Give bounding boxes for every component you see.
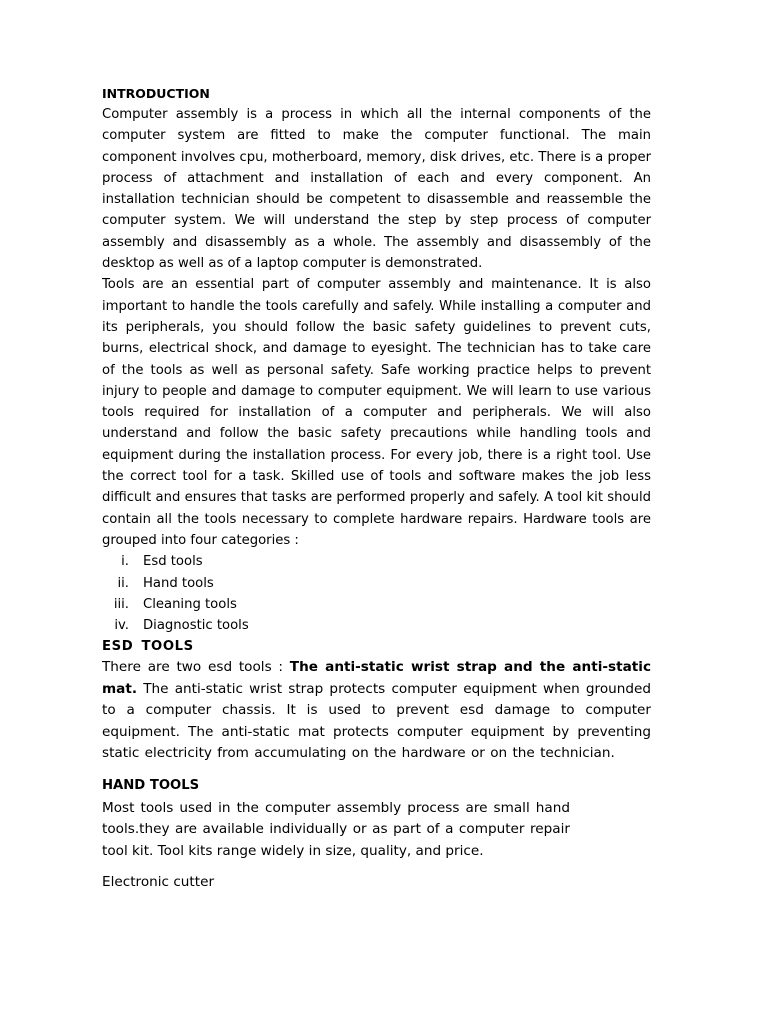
list-number: ii. (117, 575, 129, 591)
electronic-cutter-label: Electronic cutter (102, 873, 215, 890)
list-label: Diagnostic tools (143, 618, 249, 634)
tools-paragraph: Tools are an essential part of computer assembly and maintenance. It is also important to handle the tools carefully and safely. While installing a computer and its peripherals, you should follow the basic safety guidelines to prevent cuts, burns, electrical shock, and damage to eyesight. The technician has to take care of the tools as well as personal safety. Safe working practice helps to prevent injury to people and damage to computer equipment. We will learn to use various tools required for installation of a computer and peripherals. We will also understand and follow the basic safety precautions while handling tools and equipment during the installation process. For every job, there is a right tool. Use the correct tool for a task. Skilled use of tools and software makes the job less difficult and ensures that tasks are performed properly and safely. A tool kit should contain all the tools necessary to complete hardware repairs. Hardware tools are grouped into four categories : (102, 277, 651, 548)
list-item (102, 551, 651, 572)
list-label: Hand tools (143, 575, 214, 591)
esd-rest-text: The anti-static wrist strap protects computer equipment when grounded to a computer chassis. It is used to prevent esd damage to computer equipment. The anti-static mat protects computer equipment by preventing static electricity from accumulating on the hardware or on the technician. (102, 680, 651, 762)
esd-bold-text: The anti-static wrist strap and the anti-static mat. (102, 659, 652, 697)
document-body (102, 83, 651, 893)
list-item (102, 615, 651, 636)
list-item (102, 594, 651, 615)
list-item (102, 573, 651, 594)
introduction-heading: INTRODUCTION (102, 86, 210, 101)
esd-lead-text: There are two esd tools : (102, 659, 290, 676)
esd-tools-heading: ESD TOOLS (102, 639, 194, 655)
list-number: i. (121, 554, 129, 570)
hand-tools-paragraph: Most tools used in the computer assembly process are small hand tools.they are available individually or as part of a computer repair tool kit. Tool kits range widely in size, quality, and price. (102, 799, 570, 859)
tool-categories-list (102, 551, 651, 636)
list-number: iii. (113, 596, 129, 612)
introduction-paragraph: Computer assembly is a process in which all the internal components of the computer system are fitted to make the computer functional. The main component involves cpu, motherboard, memory, disk drives, etc. There is a proper process of attachment and installation of each and every component. An installation technician should be competent to disassemble and reassemble the computer system. We will understand the step by step process of computer assembly and disassembly as a whole. The assembly and disassembly of the desktop as well as of a laptop computer is demonstrated. (102, 107, 651, 272)
list-label: Esd tools (143, 554, 203, 570)
list-number: iv. (114, 618, 129, 634)
esd-tools-paragraph (102, 657, 651, 765)
list-label: Cleaning tools (143, 596, 237, 612)
hand-tools-heading: HAND TOOLS (102, 777, 200, 793)
